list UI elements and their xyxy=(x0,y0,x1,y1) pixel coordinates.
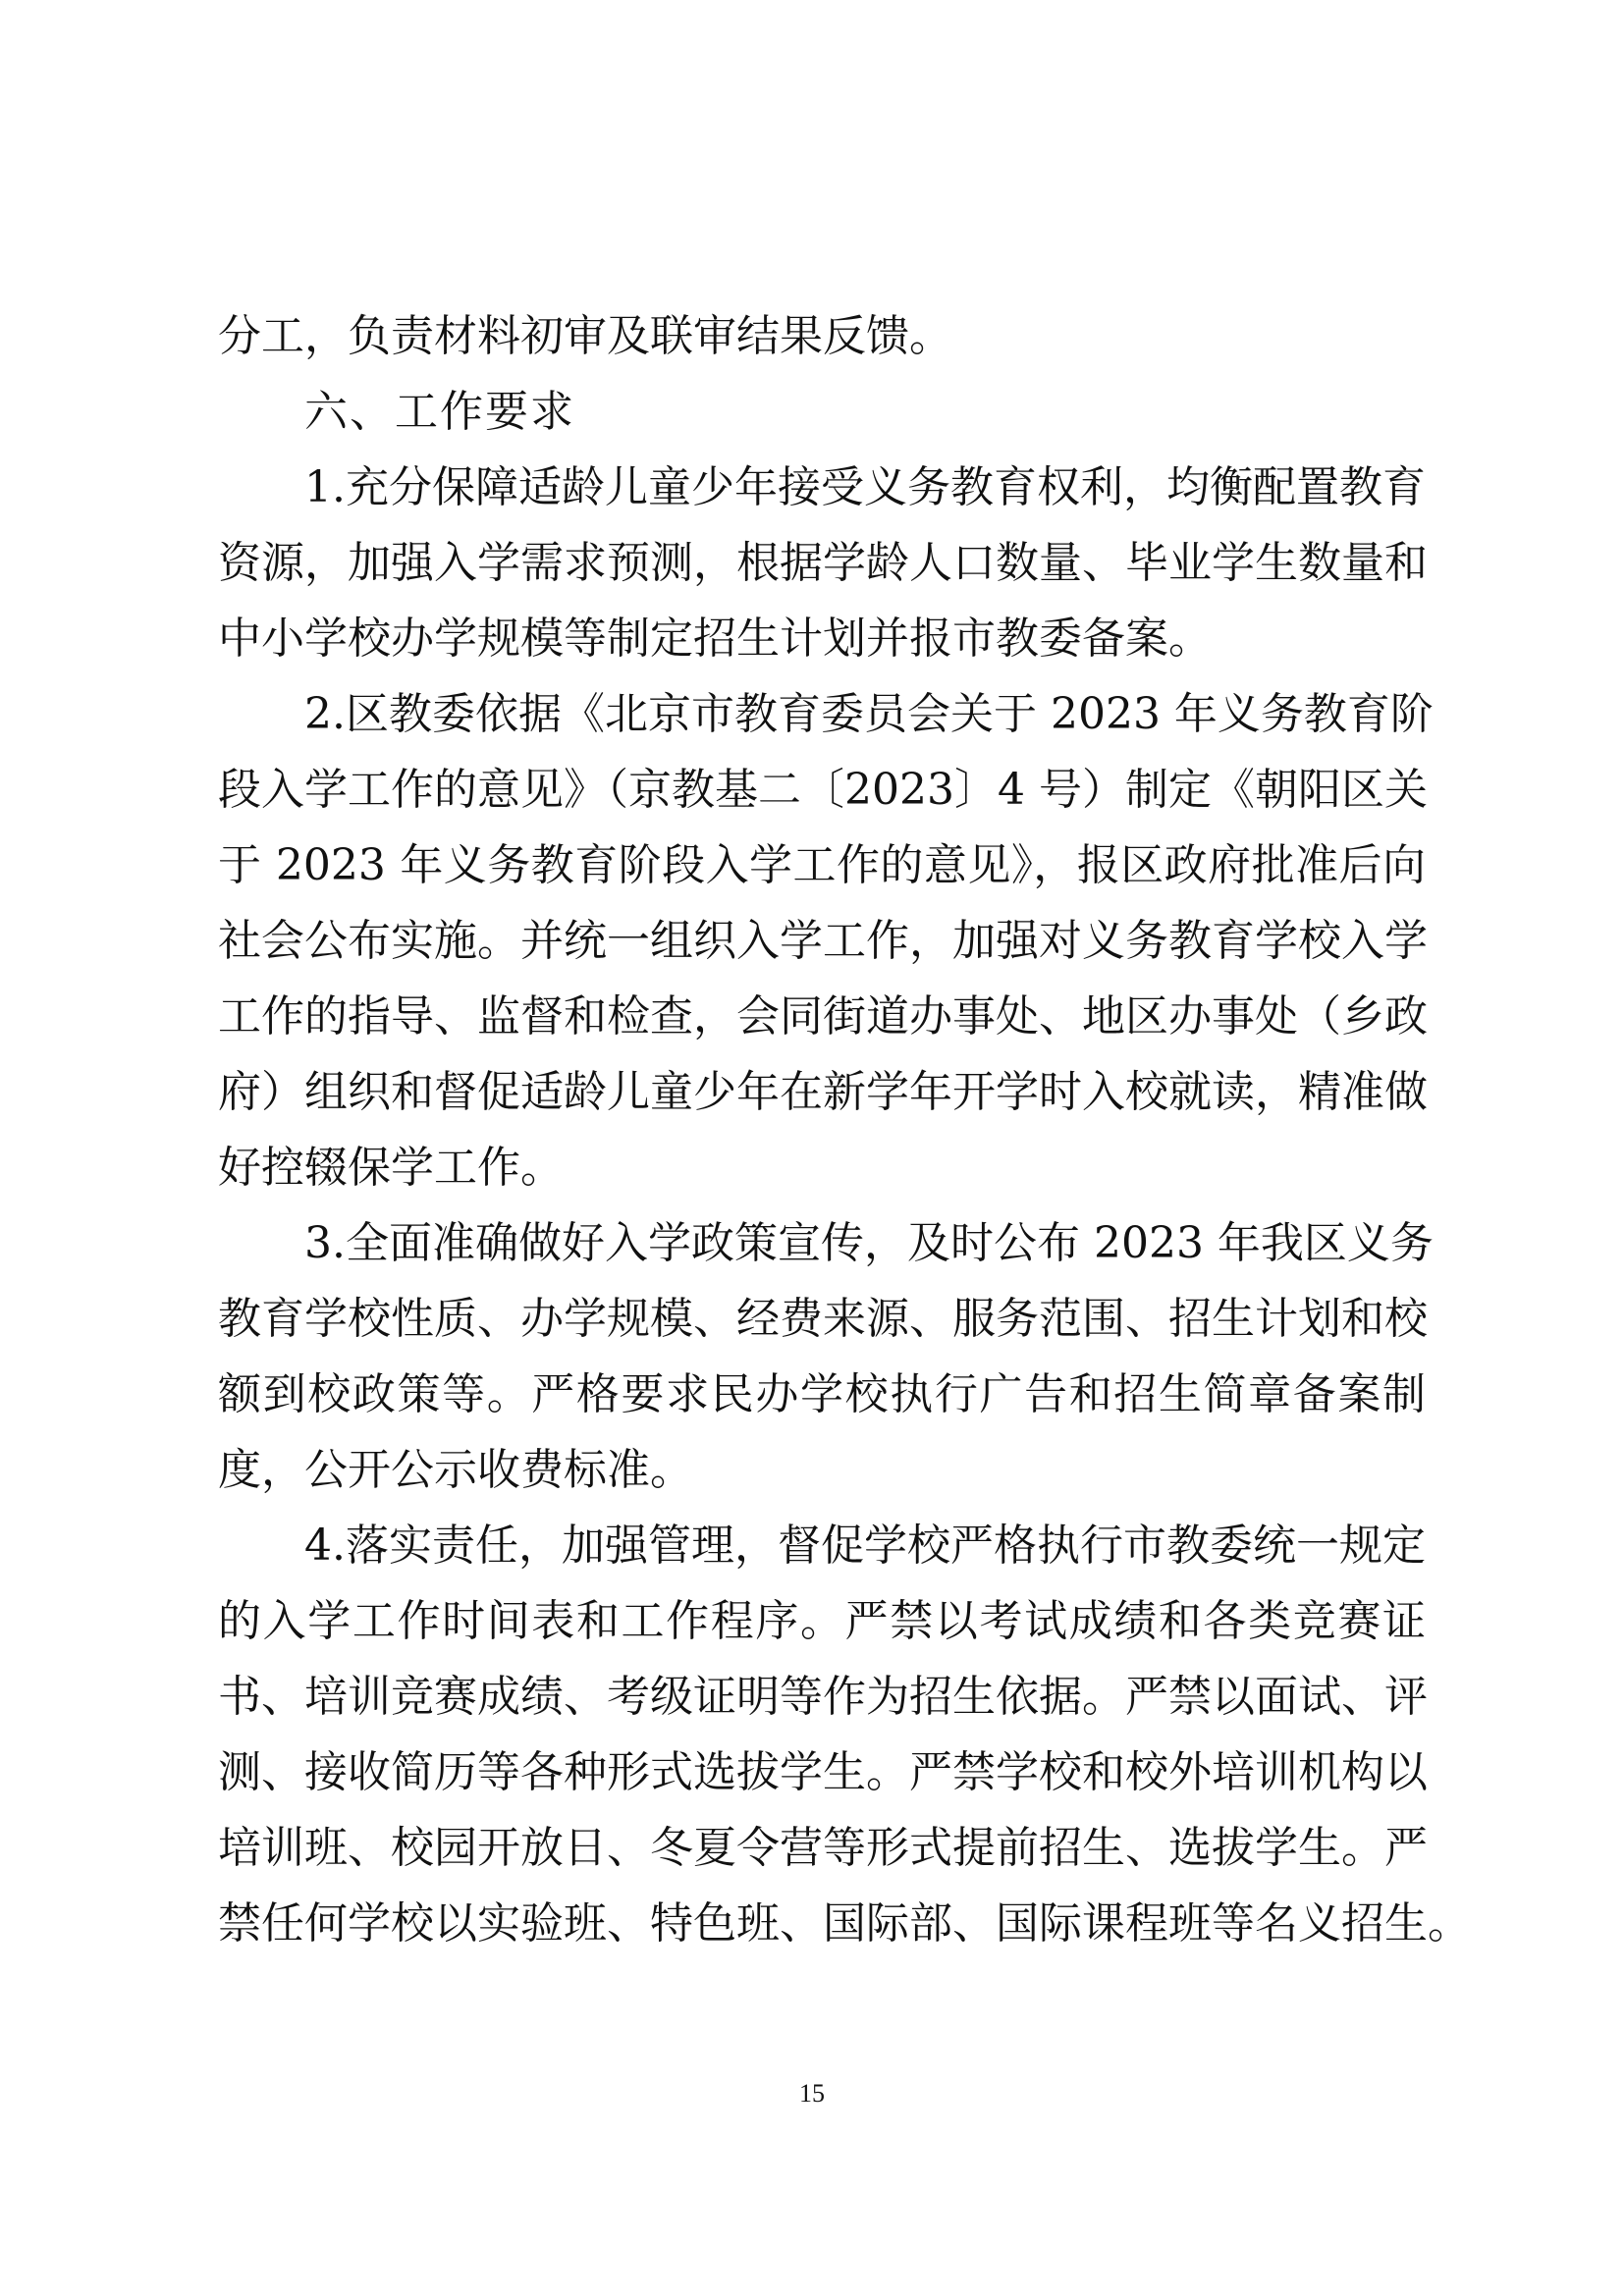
text-line: 额到校政策等。严格要求民办学校执行广告和招生简章备案制 xyxy=(218,1369,1426,1419)
text-line: 度，公开公示收费标准。 xyxy=(218,1445,693,1495)
text-line: 3.全面准确做好入学政策宣传，及时公布 2023 年我区义务 xyxy=(304,1218,1434,1268)
text-line: 培训班、校园开放日、冬夏令营等形式提前招生、选拔学生。严 xyxy=(218,1823,1428,1873)
text-line: 2.区教委依据《北京市教育委员会关于 2023 年义务教育阶 xyxy=(304,689,1434,739)
text-line: 禁任何学校以实验班、特色班、国际部、国际课程班等名义招生。 xyxy=(218,1898,1471,1949)
text-line: 1.充分保障适龄儿童少年接受义务教育权利，均衡配置教育 xyxy=(304,462,1426,512)
text-line: 中小学校办学规模等制定招生计划并报市教委备案。 xyxy=(218,614,1212,664)
text-line: 测、接收简历等各种形式选拔学生。严禁学校和校外培训机构以 xyxy=(218,1747,1428,1797)
text-line: 府）组织和督促适龄儿童少年在新学年开学时入校就读，精准做 xyxy=(218,1067,1428,1117)
text-line: 于 2023 年义务教育阶段入学工作的意见》，报区政府批准后向 xyxy=(218,840,1426,890)
text-line: 教育学校性质、办学规模、经费来源、服务范围、招生计划和校 xyxy=(218,1294,1428,1344)
text-line: 分工，负责材料初审及联审结果反馈。 xyxy=(218,311,952,361)
text-line: 的入学工作时间表和工作程序。严禁以考试成绩和各类竞赛证 xyxy=(218,1596,1426,1646)
text-line: 好控辍保学工作。 xyxy=(218,1143,564,1193)
text-line: 资源，加强入学需求预测，根据学龄人口数量、毕业学生数量和 xyxy=(218,538,1428,588)
text-line: 段入学工作的意见》（京教基二〔2023〕4 号）制定《朝阳区关 xyxy=(218,765,1428,815)
text-line: 书、培训竞赛成绩、考级证明等作为招生依据。严禁以面试、评 xyxy=(218,1672,1428,1722)
text-line: 4.落实责任，加强管理，督促学校严格执行市教委统一规定 xyxy=(304,1521,1426,1571)
section-heading: 六、工作要求 xyxy=(304,387,575,437)
text-line: 社会公布实施。并统一组织入学工作，加强对义务教育学校入学 xyxy=(218,916,1428,966)
text-line: 工作的指导、监督和检查，会同街道办事处、地区办事处（乡政 xyxy=(218,991,1428,1041)
page-number: 15 xyxy=(799,2079,825,2108)
